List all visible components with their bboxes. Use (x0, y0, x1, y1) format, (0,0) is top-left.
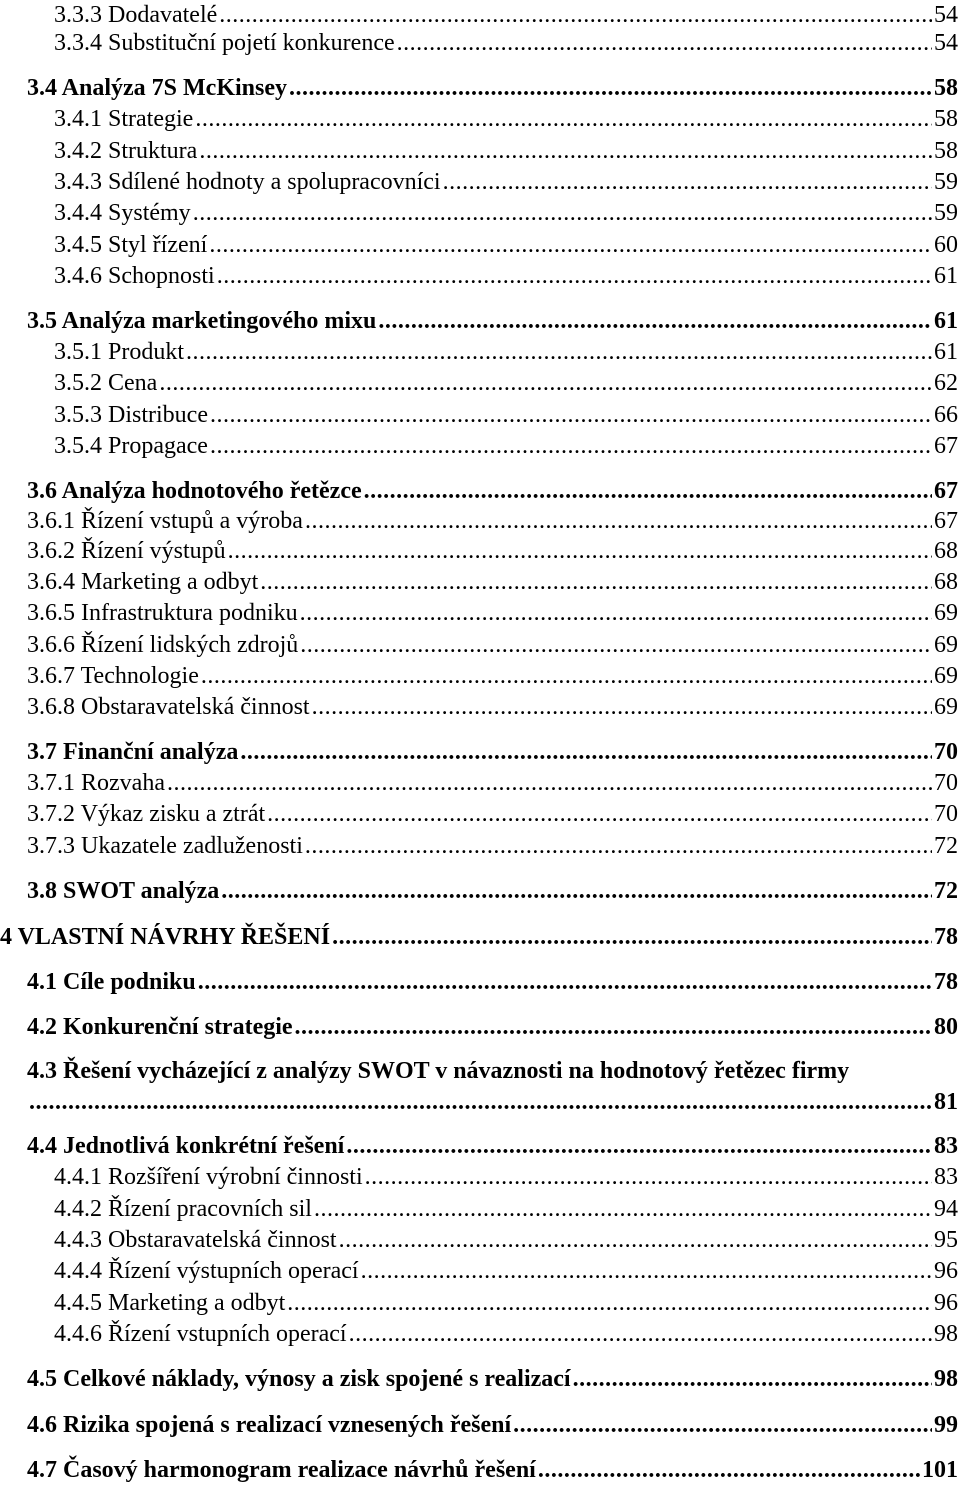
toc-page-number: 99 (934, 1412, 958, 1438)
toc-page-number: 61 (934, 339, 958, 365)
toc-entry-title: 4 VLASTNÍ NÁVRHY ŘEŠENÍ (0, 924, 331, 950)
toc-dot-leader (219, 0, 932, 30)
toc-entry-title: 4.7 Časový harmonogram realizace návrhů řešení (27, 1457, 536, 1483)
toc-page-number: 61 (934, 263, 958, 289)
toc-dot-leader (513, 1410, 932, 1440)
toc-entry[interactable] (27, 73, 958, 103)
toc-page-number: 83 (934, 1164, 958, 1190)
toc-dot-leader (300, 598, 932, 628)
toc-entry[interactable] (27, 1131, 958, 1161)
toc-dot-leader (361, 1256, 932, 1286)
toc-entry-title: 3.4.6 Schopnosti (54, 263, 215, 289)
toc-entry[interactable] (27, 831, 958, 861)
toc-entry-title: 3.3.4 Substituční pojetí konkurence (54, 30, 395, 56)
toc-page-number: 54 (934, 30, 958, 56)
toc-entry-title: 3.6.7 Technologie (27, 663, 199, 689)
toc-dot-leader (210, 400, 932, 430)
toc-page-number: 70 (934, 770, 958, 796)
toc-page-number: 54 (934, 2, 958, 28)
toc-page-number: 78 (934, 969, 958, 995)
toc-dot-leader (199, 136, 932, 166)
toc-entry-title: 4.6 Rizika spojená s realizací vznesených řešení (27, 1412, 512, 1438)
toc-entry[interactable] (54, 136, 958, 166)
toc-dot-leader (365, 1162, 932, 1192)
toc-page-number: 98 (934, 1321, 958, 1347)
toc-dot-leader (167, 768, 932, 798)
toc-page-number: 69 (934, 632, 958, 658)
toc-dot-leader (397, 28, 932, 58)
toc-entry[interactable] (27, 536, 958, 566)
toc-entry-title: 3.7 Finanční analýza (27, 739, 239, 765)
toc-dot-leader (217, 261, 932, 291)
toc-entry[interactable] (54, 0, 958, 30)
toc-page-number: 72 (934, 878, 958, 904)
toc-dot-leader (312, 692, 932, 722)
toc-entry[interactable] (27, 661, 958, 691)
toc-dot-leader (332, 922, 932, 952)
toc-entry[interactable] (27, 876, 958, 906)
toc-page-number: 61 (934, 308, 958, 334)
toc-page-number: 58 (934, 138, 958, 164)
toc-entry[interactable] (54, 230, 958, 260)
toc-dot-leader (267, 799, 932, 829)
toc-entry-title: 4.4.1 Rozšíření výrobní činnosti (54, 1164, 363, 1190)
toc-page-number: 95 (934, 1227, 958, 1253)
toc-page-number: 58 (934, 106, 958, 132)
toc-page-number: 94 (934, 1196, 958, 1222)
toc-page-number: 80 (934, 1014, 958, 1040)
toc-dot-leader (295, 1012, 932, 1042)
toc-page-number: 68 (934, 569, 958, 595)
toc-dot-leader (209, 230, 932, 260)
toc-dot-leader (346, 1131, 932, 1161)
toc-entry[interactable] (27, 1012, 958, 1042)
toc-entry[interactable] (54, 400, 958, 430)
toc-entry[interactable] (54, 167, 958, 197)
toc-page-number: 81 (934, 1089, 958, 1115)
toc-page-number: 69 (934, 694, 958, 720)
toc-entry-title: 3.4 Analýza 7S McKinsey (27, 75, 288, 101)
toc-page-number: 83 (934, 1133, 958, 1159)
toc-entry-title: 4.4.2 Řízení pracovních sil (54, 1196, 312, 1222)
toc-entry-title: 3.6.8 Obstaravatelská činnost (27, 694, 310, 720)
toc-entry-title: 4.4 Jednotlivá konkrétní řešení (27, 1133, 345, 1159)
toc-entry-title: 3.4.1 Strategie (54, 106, 194, 132)
toc-entry[interactable] (27, 630, 958, 660)
toc-dot-leader (29, 1087, 932, 1117)
toc-dot-leader (159, 368, 932, 398)
toc-entry[interactable] (27, 1087, 958, 1117)
toc-entry-title: 4.4.4 Řízení výstupních operací (54, 1258, 359, 1284)
toc-entry-title: 3.7.3 Ukazatele zadluženosti (27, 833, 303, 859)
toc-entry[interactable] (27, 476, 958, 506)
toc-entry[interactable] (27, 1364, 958, 1394)
toc-dot-leader (538, 1455, 920, 1485)
toc-dot-leader (193, 198, 932, 228)
toc-entry-wrapped-title: 4.3 Řešení vycházející z analýzy SWOT v návaznosti na hodnotový řetězec firmy (27, 1058, 850, 1084)
toc-dot-leader (339, 1225, 932, 1255)
toc-page-number: 69 (934, 600, 958, 626)
toc-entry[interactable] (54, 337, 958, 367)
toc-page-number: 66 (934, 402, 958, 428)
toc-dot-leader (221, 876, 932, 906)
toc-entry-title: 4.4.5 Marketing a odbyt (54, 1290, 286, 1316)
toc-entry[interactable] (54, 1194, 958, 1224)
toc-entry[interactable] (54, 261, 958, 291)
toc-page-number: 96 (934, 1290, 958, 1316)
toc-dot-leader (378, 306, 932, 336)
toc-dot-leader (186, 337, 932, 367)
toc-entry-title: 3.7.2 Výkaz zisku a ztrát (27, 801, 266, 827)
toc-page-number: 78 (934, 924, 958, 950)
toc-entry[interactable] (54, 1225, 958, 1255)
toc-dot-leader (573, 1364, 932, 1394)
toc-entry-title: 3.3.3 Dodavatelé (54, 2, 218, 28)
toc-page-number: 59 (934, 169, 958, 195)
toc-entry[interactable] (54, 1256, 958, 1286)
toc-entry[interactable] (54, 198, 958, 228)
toc-entry-title: 3.6.4 Marketing a odbyt (27, 569, 259, 595)
toc-entry[interactable] (54, 104, 958, 134)
toc-entry-title: 3.5.2 Cena (54, 370, 158, 396)
toc-entry-title: 4.5 Celkové náklady, výnosy a zisk spojené s realizací (27, 1366, 571, 1392)
toc-entry-title: 3.8 SWOT analýza (27, 878, 220, 904)
toc-entry-title: 3.6.5 Infrastruktura podniku (27, 600, 298, 626)
toc-entry[interactable] (27, 567, 958, 597)
toc-dot-leader (314, 1194, 932, 1224)
toc-page-number: 69 (934, 663, 958, 689)
toc-entry[interactable] (27, 506, 958, 536)
toc-dot-leader (210, 431, 932, 461)
toc-entry[interactable] (0, 922, 958, 952)
toc-entry-title: 3.4.3 Sdílené hodnoty a spolupracovníci (54, 169, 441, 195)
toc-page-number: 59 (934, 200, 958, 226)
toc-entry[interactable] (27, 967, 958, 997)
toc-page-number: 70 (934, 801, 958, 827)
toc-dot-leader (240, 737, 932, 767)
toc-entry[interactable] (27, 692, 958, 722)
toc-page-number: 98 (934, 1366, 958, 1392)
toc-dot-leader (195, 104, 932, 134)
toc-entry-title: 4.2 Konkurenční strategie (27, 1014, 293, 1040)
toc-entry[interactable] (27, 306, 958, 336)
toc-entry-title: 3.5 Analýza marketingového mixu (27, 308, 377, 334)
toc-dot-leader (198, 967, 932, 997)
toc-entry[interactable] (27, 598, 958, 628)
toc-dot-leader (260, 567, 932, 597)
toc-entry[interactable] (54, 368, 958, 398)
toc-entry-title: 3.4.5 Styl řízení (54, 232, 208, 258)
toc-entry-title: 3.6.6 Řízení lidských zdrojů (27, 632, 299, 658)
toc-dot-leader (228, 536, 932, 566)
toc-dot-leader (289, 73, 932, 103)
toc-entry[interactable] (27, 799, 958, 829)
toc-page-number: 58 (934, 75, 958, 101)
toc-entry-title: 4.1 Cíle podniku (27, 969, 196, 995)
toc-entry[interactable] (27, 1455, 958, 1485)
toc-page-number: 96 (934, 1258, 958, 1284)
toc-page-number: 101 (922, 1457, 958, 1483)
toc-dot-leader (305, 831, 932, 861)
toc-entry-title: 4.4.6 Řízení vstupních operací (54, 1321, 347, 1347)
toc-page-number: 67 (934, 478, 958, 504)
toc-entry[interactable] (54, 1319, 958, 1349)
toc-entry[interactable] (27, 737, 958, 767)
toc-dot-leader (364, 476, 932, 506)
toc-dot-leader (443, 167, 932, 197)
toc-dot-leader (201, 661, 932, 691)
toc-entry-title: 4.4.3 Obstaravatelská činnost (54, 1227, 337, 1253)
toc-dot-leader (305, 506, 932, 536)
toc-page-number: 67 (934, 508, 958, 534)
toc-entry-title: 3.5.4 Propagace (54, 433, 208, 459)
toc-entry[interactable] (54, 1162, 958, 1192)
toc-entry-title: 3.6.1 Řízení vstupů a výroba (27, 508, 303, 534)
toc-page-number: 68 (934, 538, 958, 564)
toc-page-number: 62 (934, 370, 958, 396)
toc-entry-title: 3.6 Analýza hodnotového řetězce (27, 478, 362, 504)
toc-entry-title: 3.5.3 Distribuce (54, 402, 208, 428)
toc-entry[interactable] (54, 28, 958, 58)
toc-page-number: 70 (934, 739, 958, 765)
toc-dot-leader (300, 630, 932, 660)
toc-entry-title: 3.7.1 Rozvaha (27, 770, 165, 796)
toc-page-number: 60 (934, 232, 958, 258)
toc-page-number: 67 (934, 433, 958, 459)
toc-entry-title: 3.4.2 Struktura (54, 138, 198, 164)
toc-entry[interactable] (27, 1410, 958, 1440)
toc-dot-leader (287, 1288, 932, 1318)
toc-entry-title: 3.6.2 Řízení výstupů (27, 538, 226, 564)
toc-page-number: 72 (934, 833, 958, 859)
toc-entry[interactable] (54, 431, 958, 461)
toc-entry[interactable] (54, 1288, 958, 1318)
toc-entry-title: 3.5.1 Produkt (54, 339, 185, 365)
toc-entry[interactable] (27, 768, 958, 798)
toc-dot-leader (349, 1319, 932, 1349)
toc-entry-title: 3.4.4 Systémy (54, 200, 191, 226)
